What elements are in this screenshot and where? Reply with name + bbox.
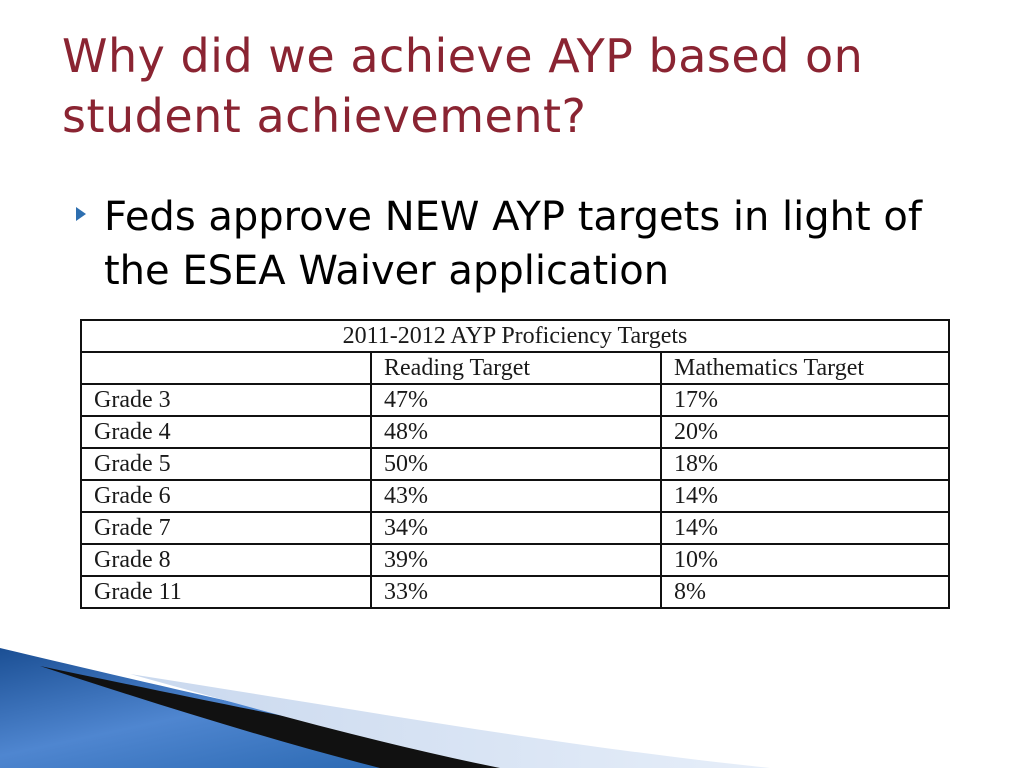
reading-target-cell: 34% bbox=[371, 512, 661, 544]
column-header-grade bbox=[81, 352, 371, 384]
table-row bbox=[81, 576, 949, 608]
grade-cell: Grade 11 bbox=[81, 576, 371, 608]
table-row bbox=[81, 416, 949, 448]
table-row bbox=[81, 544, 949, 576]
reading-target-cell: 48% bbox=[371, 416, 661, 448]
grade-cell: Grade 8 bbox=[81, 544, 371, 576]
grade-cell: Grade 3 bbox=[81, 384, 371, 416]
column-header-reading: Reading Target bbox=[371, 352, 661, 384]
reading-target-cell: 39% bbox=[371, 544, 661, 576]
grade-cell: Grade 7 bbox=[81, 512, 371, 544]
grade-cell: Grade 4 bbox=[81, 416, 371, 448]
table-row bbox=[81, 448, 949, 480]
math-target-cell: 14% bbox=[661, 480, 949, 512]
triangle-bullet-icon bbox=[74, 205, 88, 223]
decorative-wave bbox=[0, 640, 1024, 768]
slide-title: Why did we achieve AYP based on student achievement? bbox=[62, 29, 864, 143]
bullet-text: Feds approve NEW AYP targets in light of the ESEA Waiver application bbox=[104, 194, 922, 294]
ayp-targets-table bbox=[80, 319, 950, 609]
table-header-row bbox=[81, 352, 949, 384]
math-target-cell: 10% bbox=[661, 544, 949, 576]
table-row bbox=[81, 512, 949, 544]
reading-target-cell: 43% bbox=[371, 480, 661, 512]
math-target-cell: 14% bbox=[661, 512, 949, 544]
table-caption-row bbox=[81, 320, 949, 352]
math-target-cell: 8% bbox=[661, 576, 949, 608]
math-target-cell: 20% bbox=[661, 416, 949, 448]
math-target-cell: 18% bbox=[661, 448, 949, 480]
table-row bbox=[81, 480, 949, 512]
table-row bbox=[81, 384, 949, 416]
column-header-math: Mathematics Target bbox=[661, 352, 949, 384]
math-target-cell: 17% bbox=[661, 384, 949, 416]
grade-cell: Grade 6 bbox=[81, 480, 371, 512]
bullet-item bbox=[74, 190, 974, 298]
reading-target-cell: 47% bbox=[371, 384, 661, 416]
table-caption: 2011-2012 AYP Proficiency Targets bbox=[81, 320, 949, 352]
reading-target-cell: 33% bbox=[371, 576, 661, 608]
grade-cell: Grade 5 bbox=[81, 448, 371, 480]
reading-target-cell: 50% bbox=[371, 448, 661, 480]
